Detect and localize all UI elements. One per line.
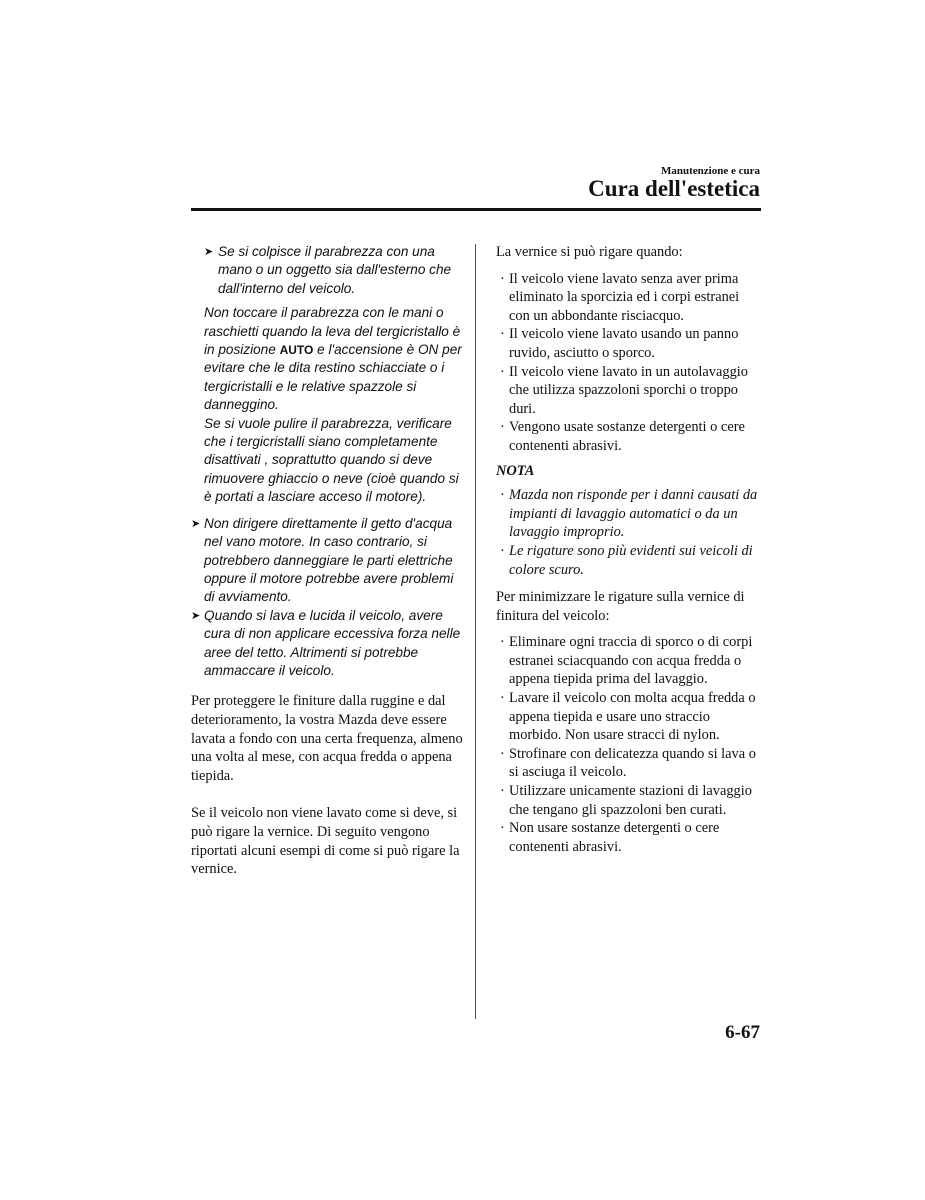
list-item-text: Vengono usate sostanze detergenti o cere contenenti abrasivi.	[509, 419, 745, 454]
list-item	[496, 270, 761, 326]
bullet-dot-icon: ·	[500, 820, 505, 837]
bullet-dot-icon: ·	[500, 270, 505, 287]
list-item-text: Non usare sostanze detergenti o cere contenenti abrasivi.	[509, 820, 720, 855]
warning-item	[191, 515, 466, 607]
body-paragraph: Per minimizzare le rigature sulla vernice di finitura del veicolo:	[496, 589, 745, 624]
warning-detail	[191, 304, 466, 414]
bullet-dot-icon: ·	[500, 634, 505, 651]
bullet-dot-icon: ·	[500, 487, 505, 504]
auto-label: AUTO	[279, 343, 314, 358]
note-text: Mazda non risponde per i danni causati da impianti di lavaggio automatici o da un lavaggio improprio.	[509, 487, 758, 541]
list-item	[496, 745, 761, 782]
section-label: Manutenzione e cura	[661, 165, 760, 177]
list-item	[496, 325, 761, 362]
page-title: Cura dell'estetica	[588, 176, 760, 201]
column-divider	[475, 244, 476, 1019]
list-item-text: Il veicolo viene lavato in un autolavaggio che utilizza spazzoloni sporchi o troppo duri.	[509, 363, 748, 417]
tips-list	[496, 633, 761, 856]
left-column	[191, 243, 466, 879]
list-item	[496, 819, 761, 856]
bullet-dot-icon: ·	[500, 326, 505, 343]
warning-item	[191, 607, 466, 681]
note-text: Le rigature sono più evidenti sui veicoli di colore scuro.	[509, 542, 753, 578]
bullet-dot-icon: ·	[500, 542, 505, 559]
warning-text: Non dirigere direttamente il getto d'acqua nel vano motore. In caso contrario, si potrebbero danneggiare le parti elettriche oppure il motore potrebbe avere problemi di avviamento.	[204, 515, 454, 605]
arrow-bullet-icon: ➤	[191, 609, 201, 622]
list-item	[496, 418, 761, 455]
list-item-text: Utilizzare unicamente stazioni di lavaggio che tengano gli spazzoloni ben curati.	[509, 783, 752, 818]
bullet-dot-icon: ·	[500, 783, 505, 800]
body-paragraph: Se il veicolo non viene lavato come si deve, si può rigare la vernice. Di seguito vengono riportati alcuni esempi di come si può rigare la vernice.	[191, 805, 460, 878]
list-item	[496, 363, 761, 419]
warning-detail: Se si vuole pulire il parabrezza, verificare che i tergicristalli siano completamente disattivati , soprattutto quando si deve rimuovere ghiaccio o neve (cioè quando si è portati a lasciare acceso il motore).	[204, 415, 459, 505]
warning-text: Se si colpisce il parabrezza con una mano o un oggetto sia dall'esterno che dall'interno del veicolo.	[218, 244, 452, 296]
list-item-text: Il veicolo viene lavato usando un panno ruvido, asciutto o sporco.	[509, 326, 739, 361]
body-paragraph: Per proteggere le finiture dalla ruggine e dal deterioramento, la vostra Mazda deve essere lavata a fondo con una certa frequenza, almeno una volta al mese, con acqua fredda o appena tiepida.	[191, 693, 463, 784]
list-item	[496, 633, 761, 689]
note-list	[496, 486, 761, 579]
warning-detail-text: e l'accensione è ON per evitare che le dita restino schiacciate o i tergicristalli e le relative spazzole si danneggino.	[204, 342, 462, 413]
page-number: 6-67	[725, 1022, 760, 1043]
bullet-dot-icon: ·	[500, 745, 505, 762]
warning-item	[191, 243, 466, 298]
arrow-bullet-icon: ➤	[204, 246, 214, 258]
bullet-dot-icon: ·	[500, 419, 505, 436]
arrow-bullet-icon: ➤	[191, 517, 201, 530]
bullet-dot-icon: ·	[500, 363, 505, 380]
right-column	[496, 243, 761, 856]
list-item-text: Lavare il veicolo con molta acqua fredda o appena tiepida e usare uno straccio morbido. Non usare stracci di nylon.	[509, 690, 756, 744]
list-item	[496, 689, 761, 745]
warning-detail-text: Non toccare il parabrezza con le mani o raschietti quando la leva del tergicristallo è in posizione	[204, 305, 461, 358]
scratch-cause-list	[496, 270, 761, 456]
list-item-text: Eliminare ogni traccia di sporco o di corpi estranei sciacquando con acqua fredda o appena tiepida prima del lavaggio.	[509, 634, 753, 688]
warning-text: Quando si lava e lucida il veicolo, avere cura di non applicare eccessiva forza nelle aree del tetto. Altrimenti si potrebbe ammaccare il veicolo.	[204, 607, 461, 678]
body-paragraph: La vernice si può rigare quando:	[496, 244, 683, 260]
bullet-dot-icon: ·	[500, 690, 505, 707]
note-item	[496, 486, 761, 542]
note-item	[496, 542, 761, 579]
list-item-text: Il veicolo viene lavato senza aver prima eliminato la sporcizia ed i corpi estranei con un abbondante risciacquo.	[509, 270, 740, 324]
list-item-text: Strofinare con delicatezza quando si lava o si asciuga il veicolo.	[509, 745, 756, 781]
header-rule	[191, 208, 761, 211]
note-title: NOTA	[496, 462, 535, 479]
list-item	[496, 782, 761, 819]
